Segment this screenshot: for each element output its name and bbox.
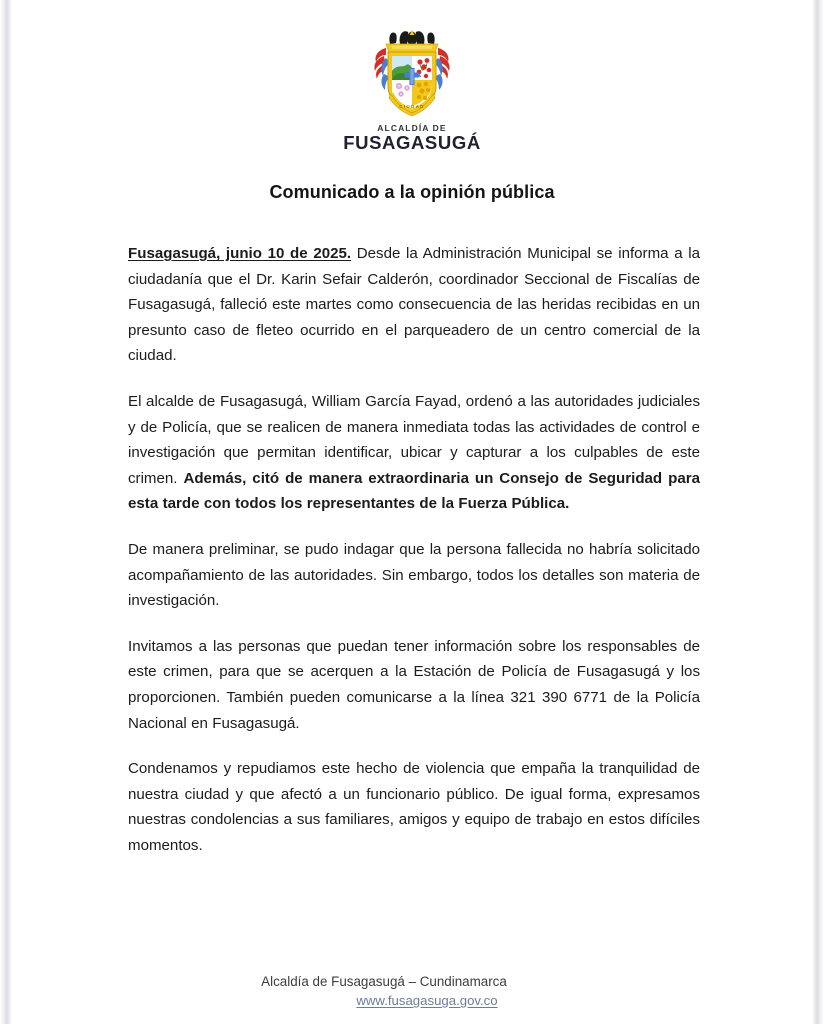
- dateline: Fusagasugá, junio 10 de 2025.: [128, 245, 352, 263]
- paragraph-1: [128, 241, 700, 369]
- page-edge-right: [812, 0, 824, 1024]
- page-edge-left: [0, 0, 12, 1024]
- footer-website-link[interactable]: www.fusagasuga.gov.co: [356, 993, 498, 1008]
- paragraph-2-emphasis: Además, citó de manera extraordinaria un Consejo de Seguridad para esta tarde con todos los representantes de la Fuerza Pública.: [128, 469, 700, 513]
- footer-organization: Alcaldía de Fusagasugá – Cundinamarca: [261, 974, 507, 989]
- letterhead: [12, 0, 812, 152]
- paragraph-2-text: El alcalde de Fusagasugá, William García Fayad, ordenó a las autoridades judiciales y de Policía, que se realicen de manera inmediata todas las actividades de control e investigación que permitan identificar, ubicar y capturar a los culpables de este crimen.: [128, 393, 700, 487]
- document-footer: [12, 972, 812, 1010]
- fusagasuga-coat-of-arms-icon: [364, 22, 460, 122]
- wordmark: [343, 124, 481, 152]
- document-title: Comunicado a la opinión pública: [269, 182, 555, 202]
- paragraph-3: De manera preliminar, se pudo indagar que la persona fallecida no habría solicitado acompañamiento de las autoridades. Sin embargo, todos los detalles son materia de investigación.: [128, 540, 700, 610]
- paragraph-5: Condenamos y repudiamos este hecho de violencia que empaña la tranquilidad de nuestra ciudad y que afectó a un funcionario público. De igual forma, expresamos nuestras condolencias a sus familiares, amigos y equipo de trabajo en estos difíciles momentos.: [128, 760, 700, 854]
- wordmark-line-2: FUSAGASUGÁ: [343, 131, 481, 153]
- document-body: [128, 215, 700, 1024]
- svg-text:CIUDAD: CIUDAD: [399, 104, 425, 109]
- paragraph-4: Invitamos a las personas que puedan tener información sobre los responsables de este crimen, para que se acerquen a la Estación de Policía de Fusagasugá y los proporcionen. También pueden comunicarse a la línea 321 390 6771 de la Policía Nacional en Fusagasugá.: [128, 637, 700, 732]
- paragraph-2: [128, 389, 700, 517]
- paragraph-1-text: Desde la Administración Municipal se informa a la ciudadanía que el Dr. Karin Sefair Calderón, coordinador Seccional de Fiscalías de Fusagasugá, falleció este martes como consecuencia de las heridas recibidas en un presunto caso de fleteo ocurrido en el parqueadero de un centro comercial de la ciudad.: [128, 245, 700, 365]
- document-sheet: [12, 0, 812, 1024]
- wordmark-line-1: ALCALDÍA DE: [377, 123, 447, 133]
